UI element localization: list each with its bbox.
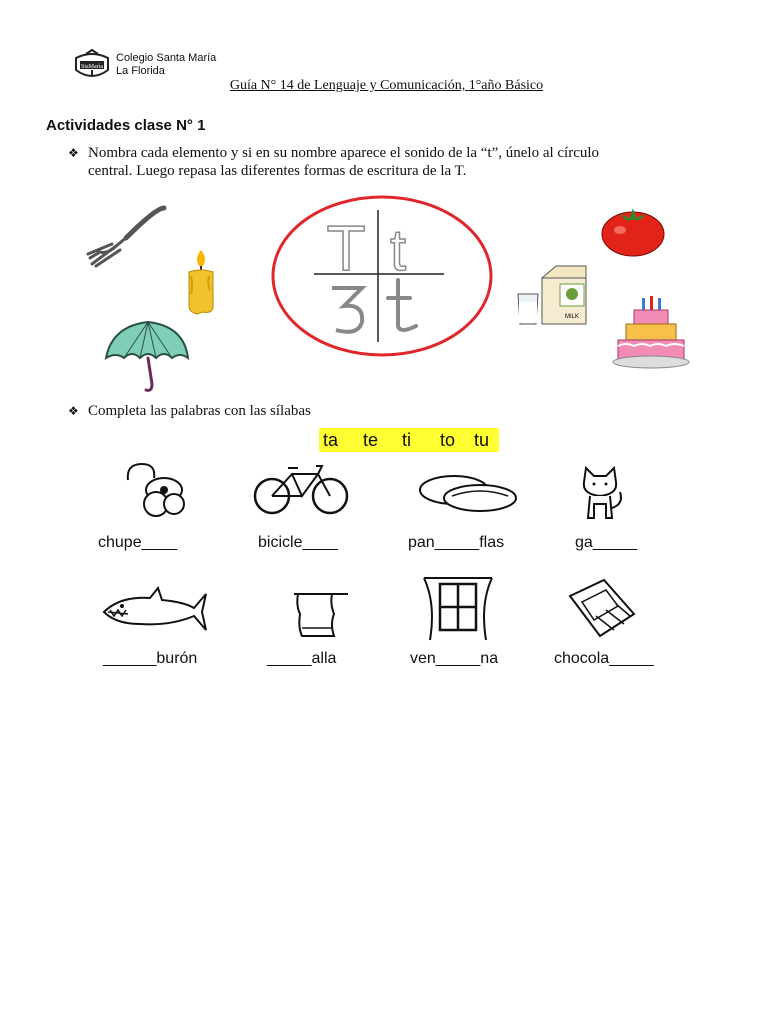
school-name-line1: Colegio Santa María	[116, 52, 217, 64]
milk-carton-icon	[516, 264, 592, 326]
word-chupete: chupe____	[98, 534, 178, 551]
word-gato: ga_____	[575, 534, 638, 551]
syllable-tu: tu	[474, 430, 490, 450]
activity2-instruction-text: Completa las palabras con las sílabas	[88, 403, 311, 419]
tomato-icon	[600, 204, 666, 258]
word-chocolate: chocola_____	[554, 650, 654, 667]
syllable-te: te	[363, 430, 379, 450]
instruction-line2: central. Luego repasa las diferentes formas de escritura de la T.	[88, 163, 467, 179]
window-icon	[422, 574, 494, 644]
diamond-bullet-icon: ❖	[68, 404, 79, 418]
crest-text: StaMaría	[81, 64, 103, 70]
word-ventana: ven_____na	[410, 650, 499, 667]
chocolate-icon	[566, 576, 638, 640]
diamond-bullet-icon: ❖	[68, 146, 79, 160]
shark-icon	[100, 586, 210, 634]
pacifier-icon	[118, 460, 188, 518]
word-tiburon: ______burón	[103, 650, 198, 667]
school-header	[72, 48, 216, 82]
school-crest-icon	[72, 48, 112, 82]
syllable-ti: ti	[402, 430, 411, 450]
school-name	[116, 52, 216, 78]
towel-icon	[290, 584, 352, 640]
instruction-line1: Nombra cada elemento y si en su nombre aparece el sonido de la “t”, únelo al círculo	[88, 145, 600, 161]
word-pantuflas: pan_____flas	[408, 534, 505, 551]
letter-t-circle	[270, 194, 494, 358]
syllable-to: to	[440, 430, 456, 450]
milk-label: MILK	[564, 314, 580, 320]
candle-icon	[183, 248, 219, 316]
activity2-instruction	[68, 402, 708, 420]
word-toalla: _____alla	[267, 650, 337, 667]
school-name-line2: La Florida	[116, 65, 165, 77]
bread-icon	[412, 468, 522, 514]
word-bicicleta: bicicle____	[258, 534, 339, 551]
cake-icon	[612, 296, 690, 370]
cat-icon	[576, 464, 626, 520]
letter-t-uppercase: T	[326, 212, 366, 284]
syllable-ta: ta	[323, 430, 339, 450]
guide-title: Guía N° 14 de Lenguaje y Comunicación, 1°año Básico	[229, 78, 544, 93]
bicycle-icon	[252, 460, 350, 516]
umbrella-icon	[104, 318, 190, 394]
fork-icon	[86, 204, 170, 268]
section-title: Actividades clase N° 1	[46, 117, 206, 134]
activity1-instruction	[68, 144, 708, 180]
letter-t-lowercase: t	[389, 218, 407, 283]
